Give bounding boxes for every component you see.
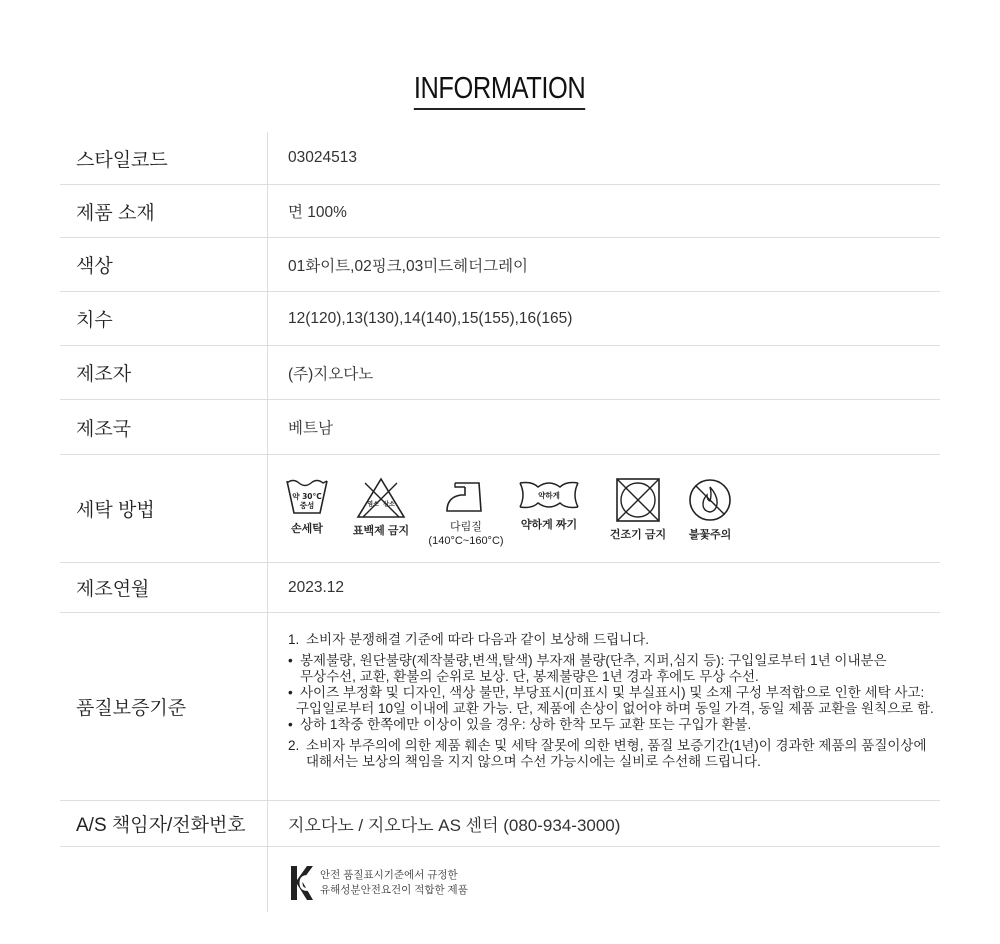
- value-quality: [288, 613, 940, 800]
- care-symbols: [282, 477, 740, 548]
- iron-caption-2: (140°C~160°C): [428, 535, 504, 547]
- row-date: [60, 563, 940, 613]
- row-color: [60, 238, 940, 292]
- bullet-1-line-2: 무상수선, 교환, 환불의 순위로 보상. 단, 봉제불량은 1년 경과 후에도 무상 수선.: [300, 669, 759, 684]
- bullet-mark-1: •: [288, 653, 293, 668]
- bullet-mark-2: •: [288, 685, 293, 700]
- iron-icon: [443, 477, 489, 515]
- no-tumble-symbol: [598, 477, 678, 542]
- quality-item-2-mark: 2.: [288, 738, 300, 753]
- quality-bullet-2: [288, 685, 934, 717]
- row-size: [60, 292, 940, 346]
- quality-item-2-line-2: 대해서는 보상의 책임을 지지 않으며 수선 가능시에는 실비로 수선해 드립니다.: [306, 754, 761, 769]
- fire-caution-icon: [687, 477, 733, 523]
- row-wash: [60, 455, 940, 563]
- title-text: INFORMATION: [414, 70, 586, 110]
- hand-wash-symbol: [282, 477, 332, 536]
- wring-inner: 약하게: [538, 491, 560, 500]
- fire-caution-symbol: [680, 477, 740, 542]
- iron-caption-1: 다림질: [450, 521, 482, 533]
- hand-wash-temp: 약 30°C: [292, 492, 322, 501]
- kc-certification: [288, 864, 468, 902]
- label-date: 제조연월: [76, 579, 150, 600]
- fire-caution-caption: 불꽃주의: [688, 529, 732, 541]
- iron-symbol: [426, 477, 506, 548]
- row-material: [60, 185, 940, 238]
- kc-mark-icon: [288, 864, 314, 902]
- row-as: [60, 801, 940, 847]
- wring-symbol: [512, 477, 586, 532]
- kc-line-1: 안전 품질표시기준에서 규정한: [320, 869, 458, 881]
- label-color: 색상: [76, 256, 113, 277]
- label-material: 제품 소재: [76, 202, 155, 224]
- info-table: [60, 132, 940, 919]
- hand-wash-detergent: 중성: [299, 501, 315, 510]
- quality-bullet-3: [288, 717, 934, 733]
- hand-wash-icon: [285, 477, 329, 517]
- wring-caption: 약하게 짜기: [520, 519, 578, 531]
- bullet-2-line-1: 사이즈 부정확 및 디자인, 색상 불만, 부당표시(미표시 및 부실표시) 및 소재 구성 부적합으로 인한 세탁 사고:: [300, 685, 925, 700]
- quality-item-2-line-1: 소비자 부주의에 의한 제품 훼손 및 세탁 잘못에 의한 변형, 품질 보증기간(1년)이 경과한 제품의 품질이상에: [306, 738, 927, 753]
- no-bleach-icon: [355, 477, 407, 519]
- bullet-2-line-2: 구입일로부터 10일 이내에 교환 가능. 단, 제품에 손상이 없어야 하며 동일 가격, 동일 제품 교환을 원칙으로 함.: [296, 701, 934, 716]
- row-kc: [60, 847, 940, 919]
- quality-item-1-text: 소비자 분쟁해결 기준에 따라 다음과 같이 보상해 드립니다.: [306, 632, 649, 647]
- value-country: 베트남: [288, 420, 333, 437]
- label-as: A/S 책임자/전화번호: [76, 815, 246, 836]
- kc-text: [320, 868, 468, 898]
- label-style-code: 스타일코드: [76, 149, 168, 171]
- label-size: 치수: [76, 310, 113, 331]
- value-color: 01화이트,02핑크,03미드헤더그레이: [288, 257, 529, 275]
- value-material: 면 100%: [288, 204, 347, 221]
- value-style-code: 03024513: [288, 149, 357, 166]
- wring-icon: [518, 477, 580, 513]
- value-as: 지오다노 / 지오다노 AS 센터 (080-934-3000): [288, 816, 621, 835]
- bullet-mark-3: •: [288, 717, 293, 732]
- row-quality: [60, 613, 940, 801]
- quality-text: [288, 630, 934, 770]
- label-country: 제조국: [76, 418, 132, 440]
- value-size: 12(120),13(130),14(140),15(155),16(165): [288, 309, 573, 327]
- row-style-code: [60, 132, 940, 185]
- no-bleach-oxygen: 산소: [383, 501, 395, 508]
- page-title: [0, 70, 1000, 110]
- bullet-3-line-1: 상하 1착중 한쪽에만 이상이 있을 경우: 상하 한착 모두 교환 또는 구입가 환불.: [300, 717, 752, 732]
- value-kc: [288, 847, 940, 919]
- value-wash: [282, 455, 940, 562]
- kc-line-2: 유해성분안전요건이 적합한 제품: [320, 884, 468, 896]
- label-manufacturer: 제조자: [76, 364, 132, 385]
- quality-item-1: [288, 632, 934, 648]
- no-bleach-caption: 표백제 금지: [352, 525, 410, 537]
- no-tumble-caption: 건조기 금지: [609, 529, 667, 541]
- label-wash: 세탁 방법: [76, 500, 155, 521]
- hand-wash-caption: 손세탁: [291, 523, 323, 535]
- no-bleach-chlorine: 염소: [367, 501, 379, 508]
- bullet-1-line-1: 봉제불량, 원단불량(제작불량,변색,탈색) 부자재 불량(단추, 지퍼,심지 등): 구입일로부터 1년 이내분은: [300, 653, 887, 668]
- value-date: 2023.12: [288, 578, 345, 596]
- row-manufacturer: [60, 346, 940, 400]
- quality-item-2: [288, 738, 934, 770]
- label-quality: 품질보증기준: [76, 698, 187, 719]
- quality-bullet-1: [288, 653, 934, 685]
- quality-item-1-mark: 1.: [288, 632, 300, 647]
- row-country: [60, 400, 940, 455]
- no-bleach-symbol: [342, 477, 420, 538]
- no-tumble-dry-icon: [615, 477, 661, 523]
- value-manufacturer: (주)지오다노: [288, 365, 374, 383]
